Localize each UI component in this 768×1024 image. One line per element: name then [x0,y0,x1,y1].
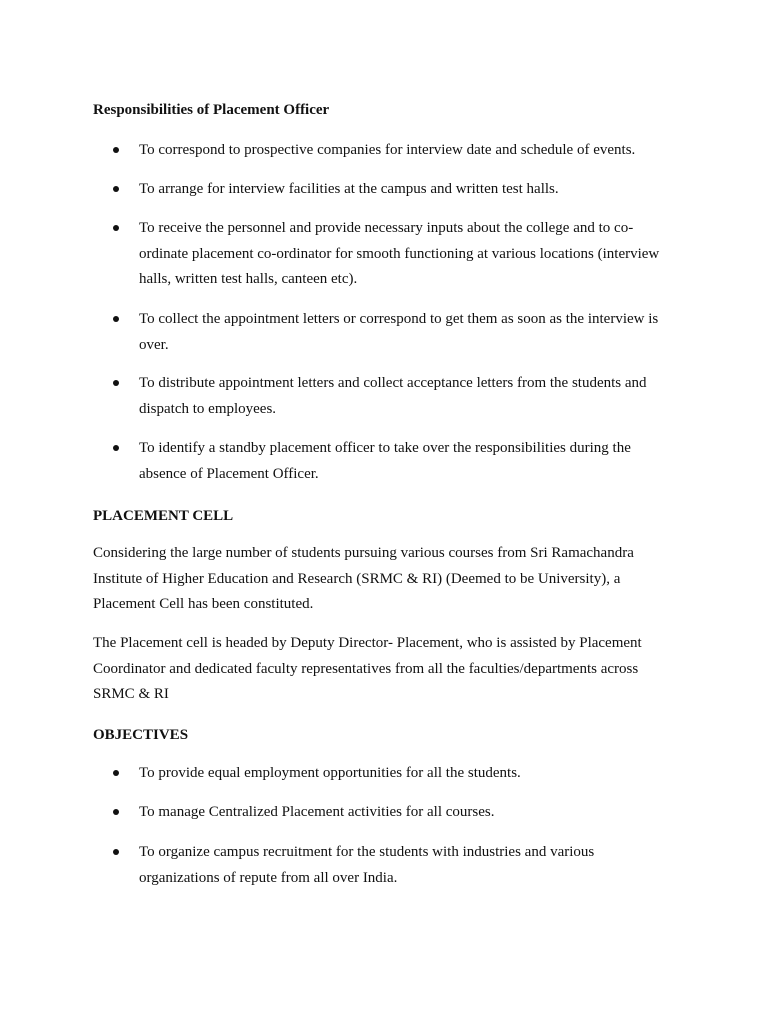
section-heading-responsibilities: Responsibilities of Placement Officer [93,102,330,118]
list-item-text: To receive the personnel and provide necessary inputs about the college and to co-ordinate placement co-ordinator for smooth functioning at various locations (interview halls, written test halls, canteen etc). [139,220,660,287]
list-item-text: To provide equal employment opportunities for all the students. [139,765,521,781]
list-item-text: To organize campus recruitment for the students with industries and various organizations of repute from all over India. [139,844,595,886]
section-heading-placement-cell: PLACEMENT CELL [93,508,234,524]
bullet-icon [113,225,119,231]
bullet-icon [113,445,119,451]
list-item-text: To collect the appointment letters or correspond to get them as soon as the interview is over. [139,311,659,353]
bullet-icon [113,380,119,386]
list-item-text: To identify a standby placement officer to take over the responsibilities during the absence of Placement Officer. [139,440,631,482]
list-item-text: To manage Centralized Placement activities for all courses. [139,804,495,820]
section-heading-objectives: OBJECTIVES [93,727,189,743]
list-item-text: To correspond to prospective companies for interview date and schedule of events. [139,142,636,158]
bullet-icon [113,186,119,192]
bullet-icon [113,316,119,322]
bullet-icon [113,849,119,855]
list-item-text: To distribute appointment letters and collect acceptance letters from the students and dispatch to employees. [139,375,647,417]
bullet-icon [113,809,119,815]
bullet-icon [113,147,119,153]
paragraph: Considering the large number of students pursuing various courses from Sri Ramachandra Institute of Higher Education and Research (SRMC & RI) (Deemed to be University), a Placement Cell has been constituted. [93,545,634,612]
bullet-icon [113,770,119,776]
list-item-text: To arrange for interview facilities at the campus and written test halls. [139,181,559,197]
paragraph: The Placement cell is headed by Deputy Director- Placement, who is assisted by Placement Coordinator and dedicated faculty representatives from all the faculties/departments across SRMC & RI [93,635,642,702]
